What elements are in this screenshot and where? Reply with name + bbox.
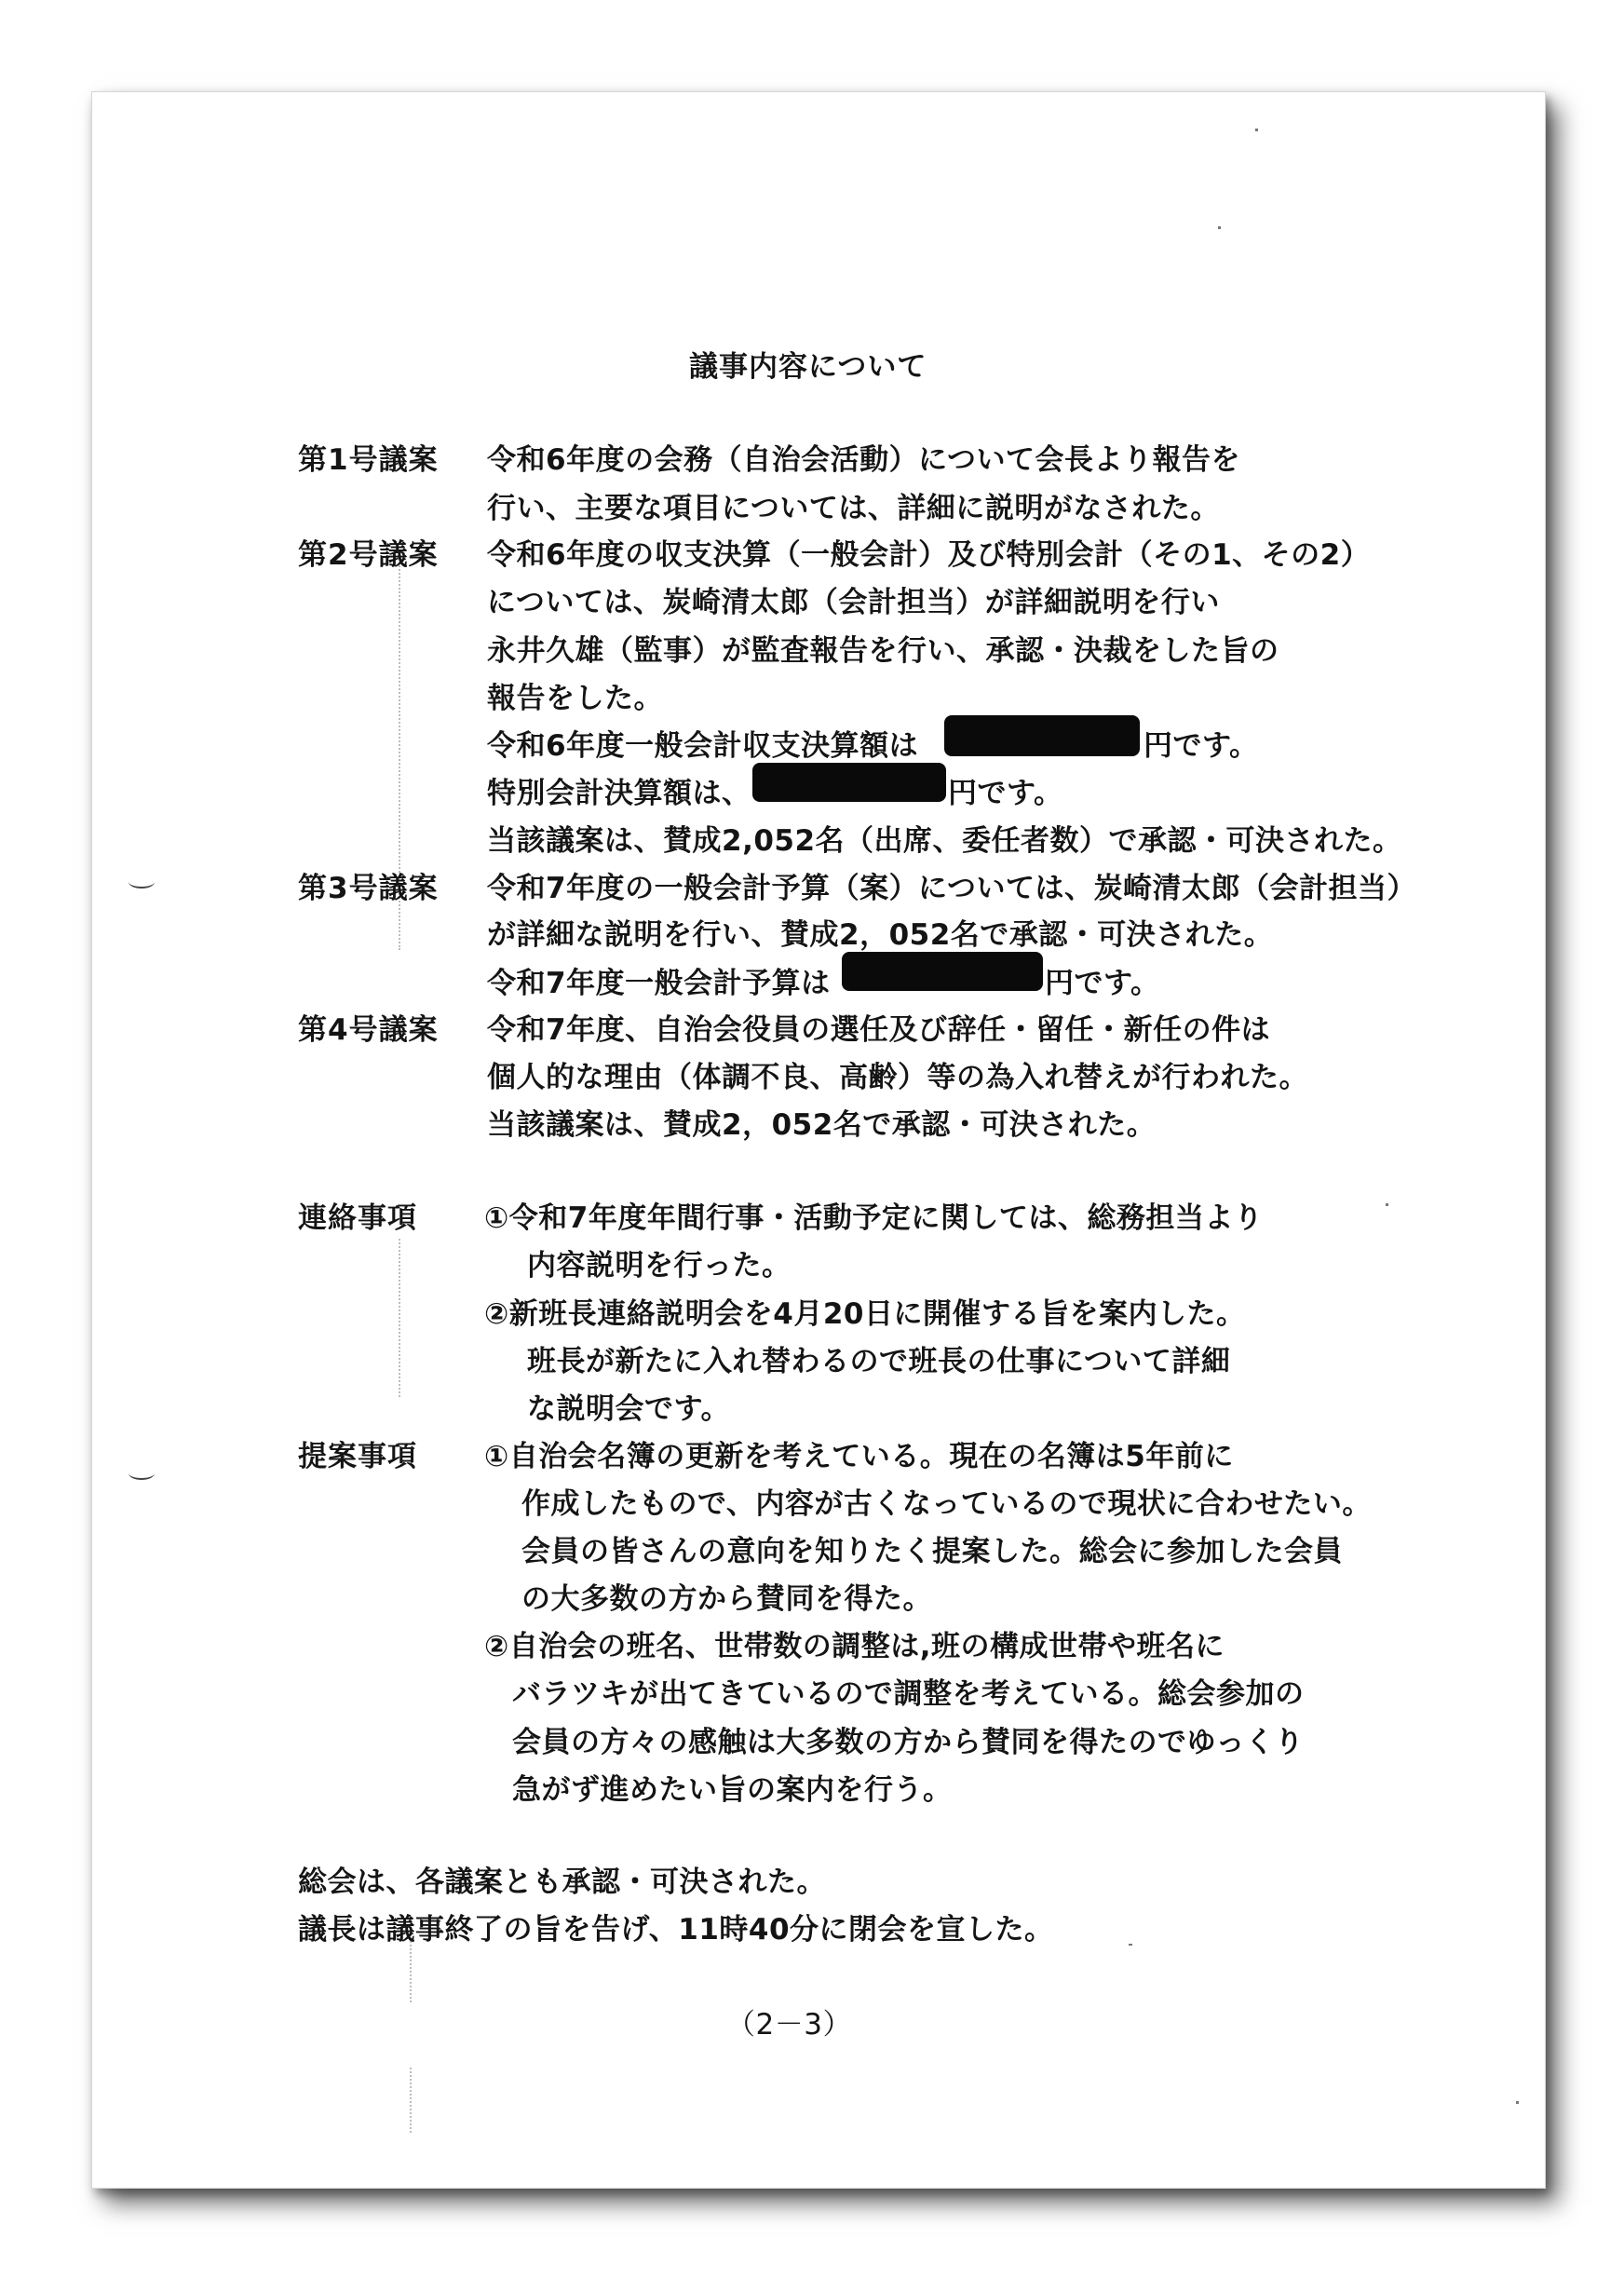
agenda-3-label: 第3号議案 <box>298 872 439 905</box>
agenda-1-line: 行い、主要な項目については、詳細に説明がなされた。 <box>487 492 1220 525</box>
agenda-4-line: 令和7年度、自治会役員の選任及び辞任・留任・新任の件は <box>487 1013 1271 1047</box>
agenda-3-line: 円です。 <box>1045 967 1160 1000</box>
notices-line: 内容説明を行った。 <box>527 1249 792 1282</box>
scan-dotted-line <box>399 1239 402 1397</box>
scan-dotted-line <box>410 2068 413 2133</box>
notices-label: 連絡事項 <box>298 1201 417 1235</box>
closing-line: 議長は議事終了の旨を告げ、11時40分に閉会を宣した。 <box>298 1913 1054 1947</box>
scan-speck <box>1255 129 1258 131</box>
redaction-bar <box>752 763 946 802</box>
agenda-4-label: 第4号議案 <box>298 1013 439 1047</box>
agenda-2-line: 永井久雄（監事）が監査報告を行い、承認・決裁をした旨の <box>487 634 1279 668</box>
agenda-1-label: 第1号議案 <box>298 443 439 477</box>
margin-mark <box>129 1467 155 1480</box>
agenda-2-line: については、炭崎清太郎（会計担当）が詳細説明を行い <box>487 586 1220 619</box>
proposals-line: ②自治会の班名、世帯数の調整は,班の構成世帯や班名に <box>484 1630 1225 1663</box>
agenda-3-line: が詳細な説明を行い、賛成2，052名で承認・可決された。 <box>487 918 1274 952</box>
proposals-line: の大多数の方から賛同を得た。 <box>521 1582 932 1616</box>
scan-speck <box>1386 1203 1388 1206</box>
redaction-bar <box>842 952 1043 991</box>
scan-speck <box>1516 2101 1519 2104</box>
scan-speck <box>1129 1944 1132 1946</box>
agenda-2-line: 特別会計決算額は、 <box>487 777 751 810</box>
proposals-line: 会員の皆さんの意向を知りたく提案した。総会に参加した会員 <box>521 1535 1343 1568</box>
agenda-4-line: 個人的な理由（体調不良、高齢）等の為入れ替えが行われた。 <box>487 1061 1308 1094</box>
proposals-line: 急がず進めたい旨の案内を行う。 <box>512 1773 953 1807</box>
notices-line: 班長が新たに入れ替わるので班長の仕事について詳細 <box>527 1345 1231 1378</box>
notices-line: ②新班長連絡説明会を4月20日に開催する旨を案内した。 <box>484 1297 1246 1331</box>
agenda-2-line: 報告をした。 <box>487 682 663 715</box>
agenda-4-line: 当該議案は、賛成2，052名で承認・可決された。 <box>487 1108 1157 1142</box>
agenda-2-line: 円です。 <box>948 777 1063 810</box>
agenda-2-line: 当該議案は、賛成2,052名（出席、委任者数）で承認・可決された。 <box>487 824 1402 858</box>
proposals-line: ①自治会名簿の更新を考えている。現在の名簿は5年前に <box>484 1440 1234 1473</box>
proposals-label: 提案事項 <box>298 1440 417 1473</box>
document-title: 議事内容について <box>689 350 927 384</box>
notices-line: な説明会です。 <box>527 1392 731 1426</box>
agenda-3-line: 令和7年度一般会計予算は <box>487 967 831 1000</box>
notices-line: ①令和7年度年間行事・活動予定に関しては、総務担当より <box>484 1201 1264 1235</box>
page-number: （2－3） <box>726 2008 852 2042</box>
closing-line: 総会は、各議案とも承認・可決された。 <box>298 1865 826 1899</box>
margin-mark <box>129 875 155 889</box>
agenda-2-label: 第2号議案 <box>298 538 439 572</box>
agenda-2-line: 円です。 <box>1144 729 1259 763</box>
proposals-line: 作成したもので、内容が古くなっているので現状に合わせたい。 <box>521 1487 1372 1521</box>
proposals-line: バラツキが出てきているので調整を考えている。総会参加の <box>512 1677 1305 1711</box>
agenda-1-line: 令和6年度の会務（自治会活動）について会長より報告を <box>487 443 1240 477</box>
scan-speck <box>1218 226 1221 229</box>
agenda-2-line: 令和6年度一般会計収支決算額は <box>487 729 919 763</box>
proposals-line: 会員の方々の感触は大多数の方から賛同を得たのでゆっくり <box>512 1726 1305 1759</box>
agenda-2-line: 令和6年度の収支決算（一般会計）及び特別会計（その1、その2） <box>487 538 1371 572</box>
redaction-bar <box>944 715 1140 756</box>
agenda-3-line: 令和7年度の一般会計予算（案）については、炭崎清太郎（会計担当） <box>487 872 1416 905</box>
